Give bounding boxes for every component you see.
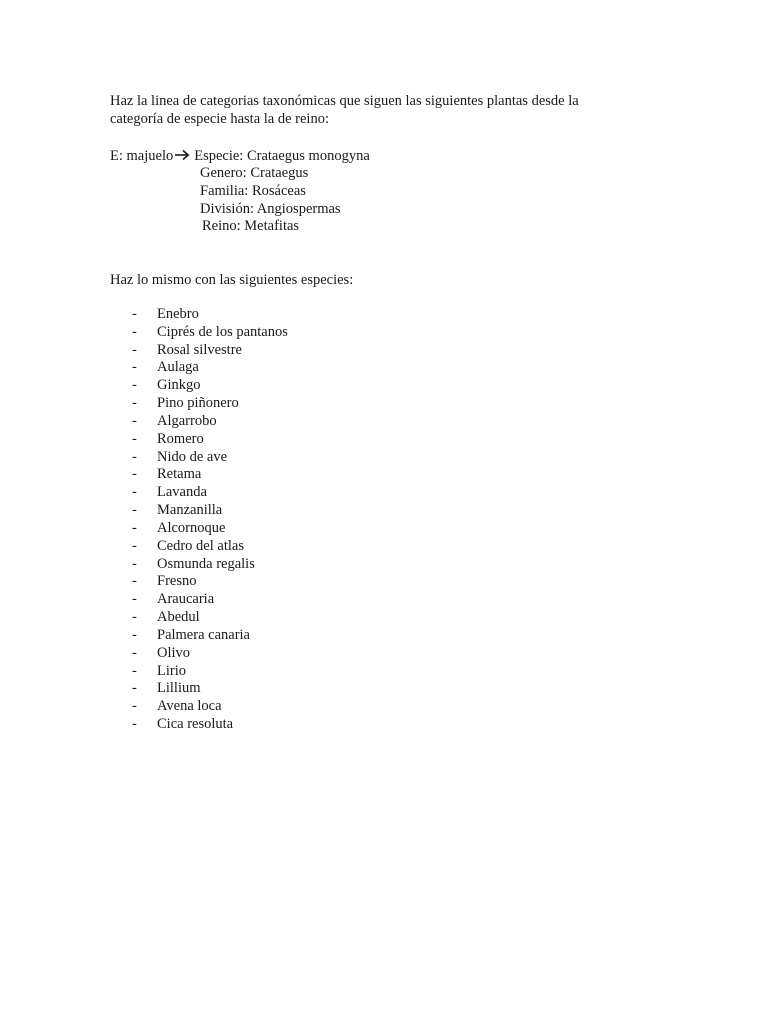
species-name: Rosal silvestre xyxy=(157,341,242,358)
second-instruction: Haz lo mismo con las siguientes especies: xyxy=(110,272,354,288)
bullet-dash: - xyxy=(132,341,137,358)
example-especie: Especie: Crataegus monogyna xyxy=(194,148,370,164)
bullet-dash: - xyxy=(132,626,137,643)
bullet-dash: - xyxy=(132,573,137,590)
species-name: Pino piñonero xyxy=(157,395,239,412)
species-name: Nido de ave xyxy=(157,448,228,465)
right-arrow-icon xyxy=(174,149,190,161)
bullet-dash: - xyxy=(132,430,137,447)
bullet-dash: - xyxy=(132,412,137,429)
example-first-line xyxy=(110,147,370,165)
species-name: Manzanilla xyxy=(157,502,223,519)
species-name: Retama xyxy=(157,466,202,483)
bullet-dash: - xyxy=(132,306,137,322)
bullet-dash: - xyxy=(132,448,137,465)
instruction-line-2: categoría de especie hasta la de reino: xyxy=(110,111,329,127)
species-name: Avena loca xyxy=(157,698,222,715)
species-name: Lavanda xyxy=(157,484,207,501)
bullet-dash: - xyxy=(132,591,137,608)
species-name: Ciprés de los pantanos xyxy=(157,323,288,340)
bullet-dash: - xyxy=(132,644,137,661)
example-genero: Genero: Crataegus xyxy=(200,165,309,181)
bullet-dash: - xyxy=(132,323,137,340)
species-name: Romero xyxy=(157,430,204,447)
bullet-dash: - xyxy=(132,519,137,536)
example-label: E: majuelo xyxy=(110,148,174,164)
bullet-dash: - xyxy=(132,537,137,554)
species-name: Cedro del atlas xyxy=(157,537,244,554)
species-name: Cica resoluta xyxy=(157,716,234,733)
species-name: Ginkgo xyxy=(157,377,201,394)
example-reino: Reino: Metafitas xyxy=(202,218,300,234)
bullet-dash: - xyxy=(132,609,137,626)
species-name: Araucaria xyxy=(157,591,215,608)
bullet-dash: - xyxy=(132,698,137,715)
bullet-dash: - xyxy=(132,395,137,412)
species-name: Fresno xyxy=(157,573,197,590)
bullet-dash: - xyxy=(132,377,137,394)
species-name: Algarrobo xyxy=(157,412,217,429)
species-name: Aulaga xyxy=(157,359,199,376)
bullet-dash: - xyxy=(132,680,137,697)
bullet-dash: - xyxy=(132,359,137,376)
bullet-dash: - xyxy=(132,716,137,733)
species-name: Olivo xyxy=(157,644,191,661)
bullet-dash: - xyxy=(132,662,137,679)
species-name: Abedul xyxy=(157,609,200,626)
example-familia: Familia: Rosáceas xyxy=(200,183,306,199)
example-division: División: Angiospermas xyxy=(200,201,341,217)
species-name: Palmera canaria xyxy=(157,626,250,643)
bullet-dash: - xyxy=(132,502,137,519)
bullet-dash: - xyxy=(132,466,137,483)
bullet-dash: - xyxy=(132,484,137,501)
species-name: Enebro xyxy=(157,306,199,322)
species-name: Alcornoque xyxy=(157,519,226,536)
species-name: Lillium xyxy=(157,680,201,697)
bullet-dash: - xyxy=(132,555,137,572)
species-name: Osmunda regalis xyxy=(157,555,255,572)
instruction-line-1: Haz la linea de categorias taxonómicas que siguen las siguientes plantas desde la xyxy=(110,93,579,109)
species-name: Lirio xyxy=(157,662,186,679)
